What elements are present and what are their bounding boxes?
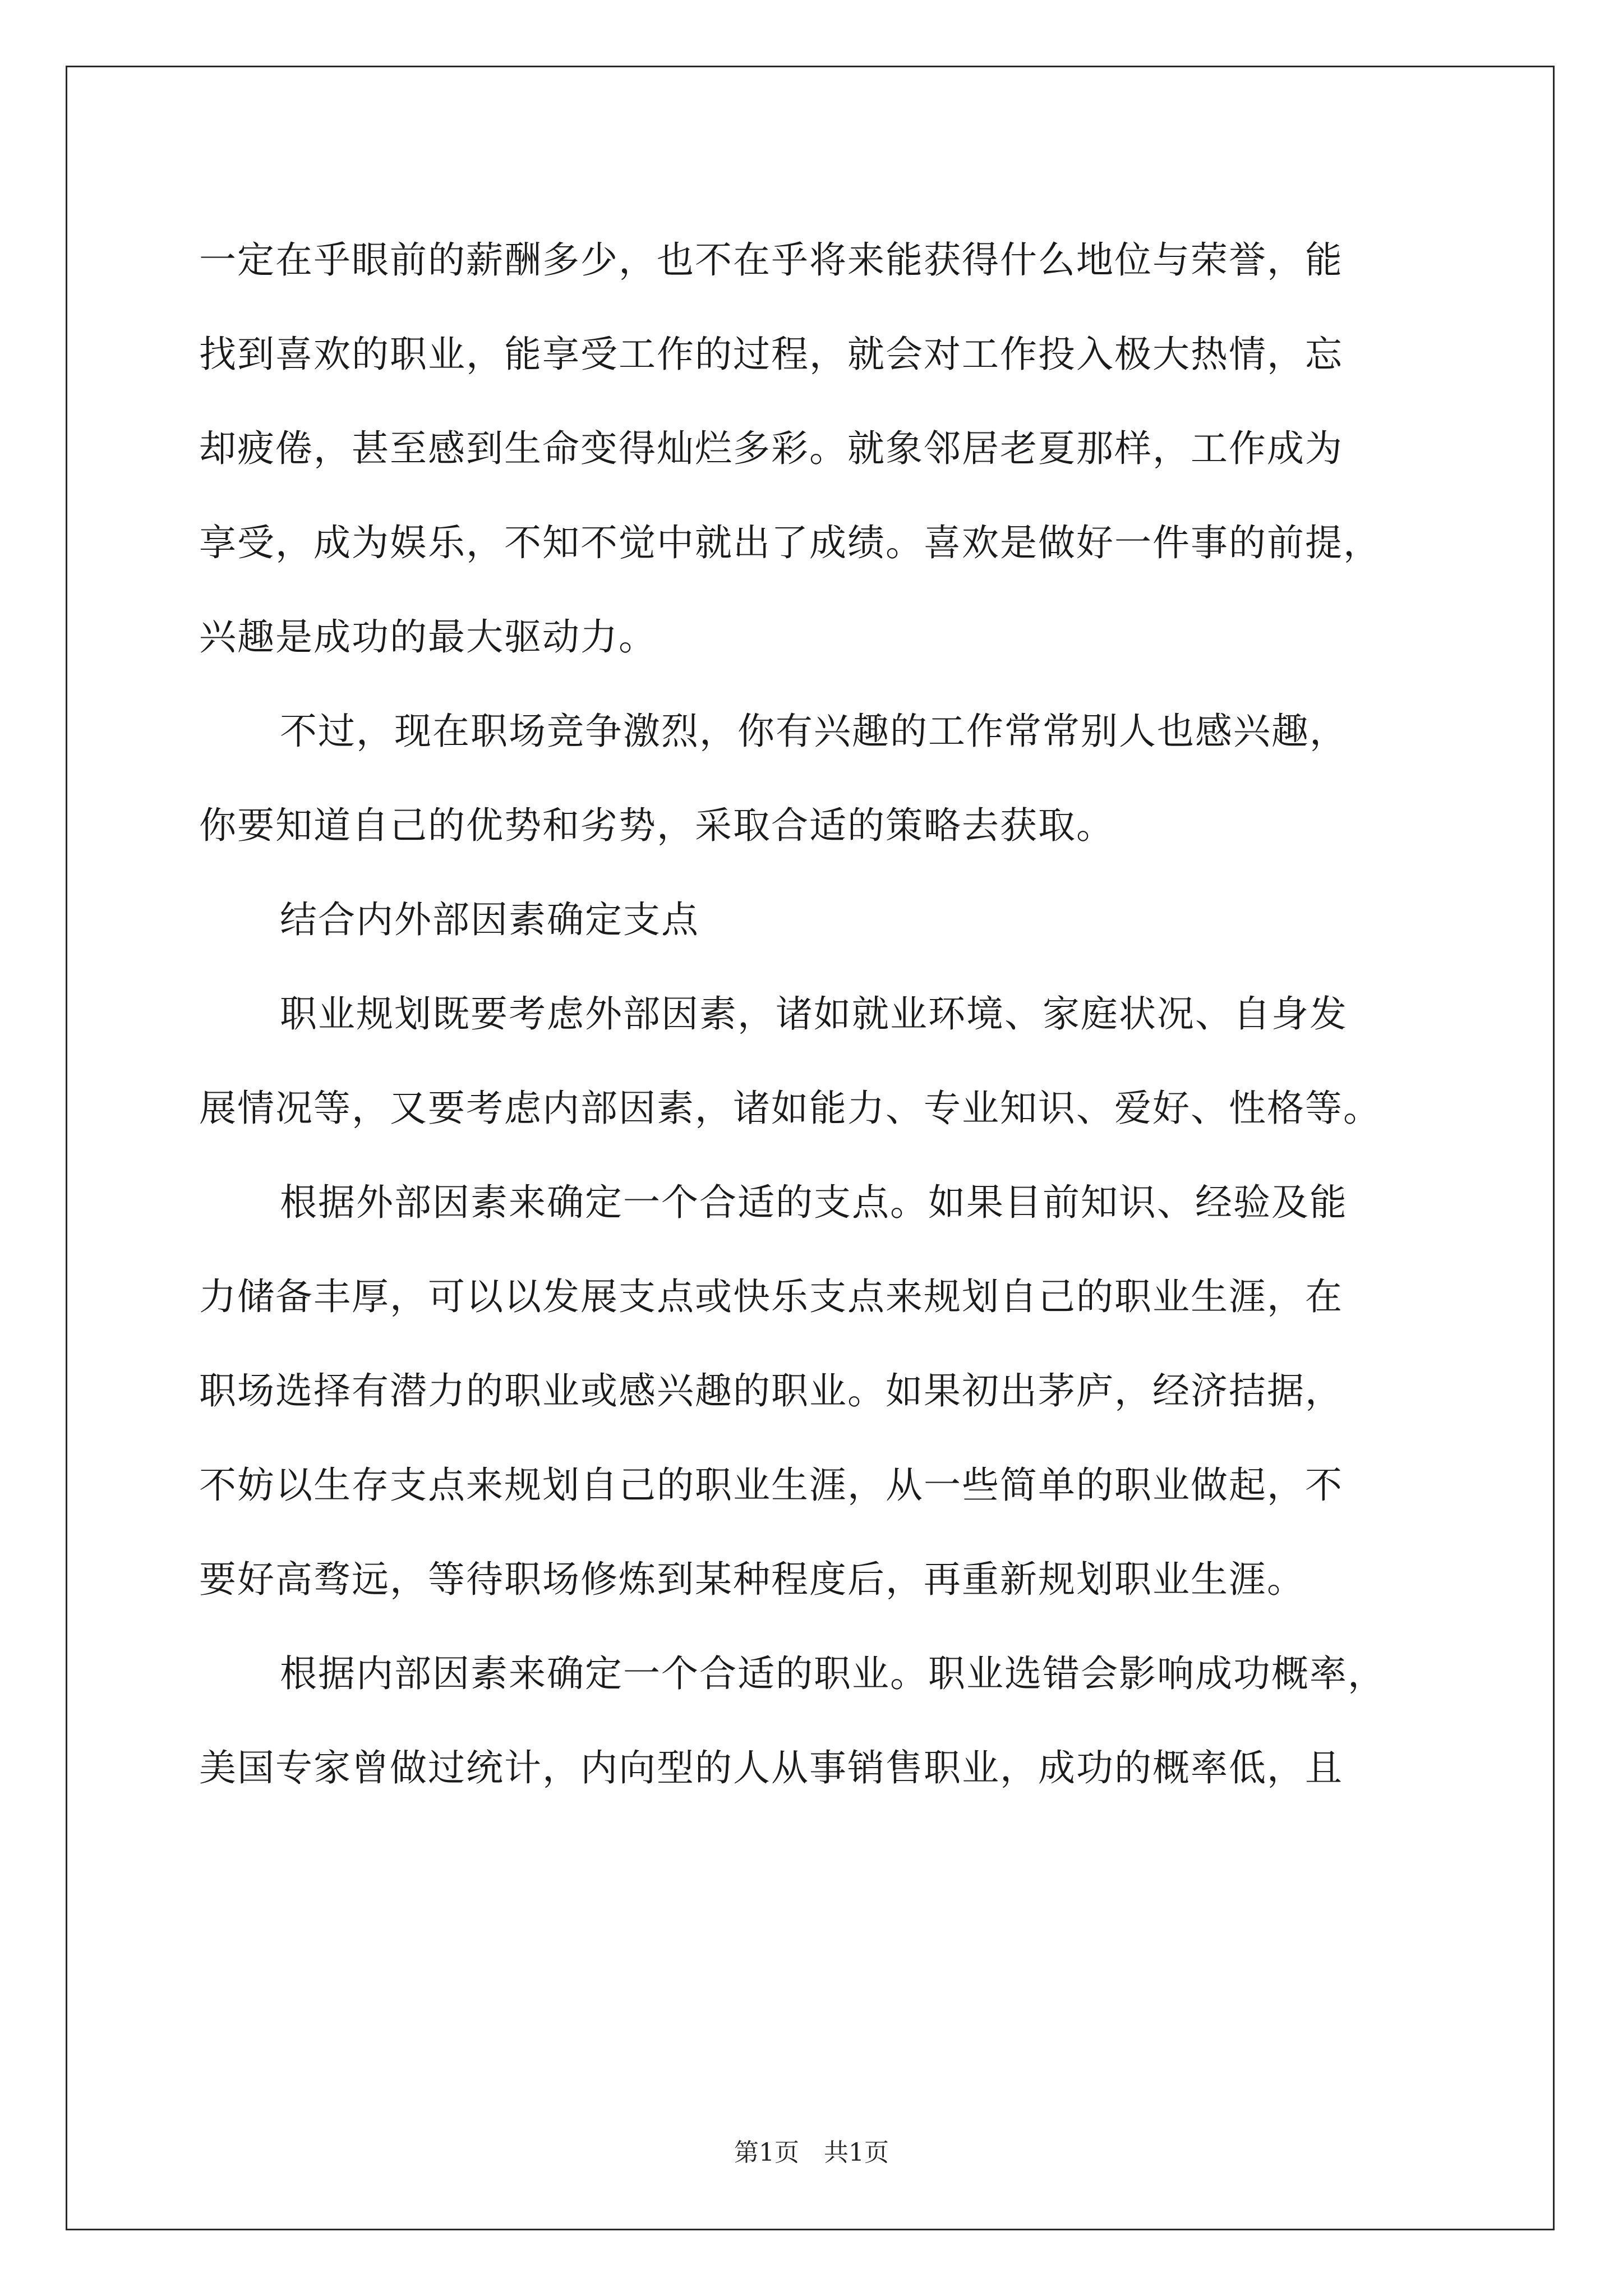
document-body [199,213,1433,1815]
page-number: 第1页 共1页 [734,2138,889,2167]
paragraph-start-line: 职业规划既要考虑外部因素，诸如就业环境、家庭状况、自身发 [280,992,1348,1036]
text-line: 一定在乎眼前的薪酬多少，也不在乎将来能获得什么地位与荣誉，能 [199,238,1343,282]
text-line: 找到喜欢的职业，能享受工作的过程，就会对工作投入极大热情，忘 [199,333,1343,376]
text-line: 却疲倦，甚至感到生命变得灿烂多彩。就象邻居老夏那样，工作成为 [199,427,1343,470]
text-line: 职场选择有潜力的职业或感兴趣的职业。如果初出茅庐，经济拮据， [199,1369,1343,1412]
text-line: 展情况等，又要考虑内部因素，诸如能力、专业知识、爱好、性格等。 [199,1087,1381,1130]
text-line: 你要知道自己的优势和劣势，采取合适的策略去获取。 [199,804,1114,847]
text-line: 享受，成为娱乐，不知不觉中就出了成绩。喜欢是做好一件事的前提， [199,521,1381,564]
text-line: 力储备丰厚，可以以发展支点或快乐支点来规划自己的职业生涯，在 [199,1275,1343,1318]
paragraph-start-line: 根据内部因素来确定一个合适的职业。职业选错会影响成功概率， [280,1652,1386,1695]
text-line: 美国专家曾做过统计，内向型的人从事销售职业，成功的概率低，且 [199,1746,1343,1789]
section-heading: 结合内外部因素确定支点 [280,898,699,941]
paragraph-start-line: 根据外部因素来确定一个合适的支点。如果目前知识、经验及能 [280,1181,1348,1224]
text-line: 要好高骛远，等待职场修炼到某种程度后，再重新规划职业生涯。 [199,1558,1305,1601]
text-line: 兴趣是成功的最大驱动力。 [199,615,657,659]
paragraph-start-line: 不过，现在职场竞争激烈，你有兴趣的工作常常别人也感兴趣， [280,710,1348,753]
text-line: 不妨以生存支点来规划自己的职业生涯，从一些简单的职业做起，不 [199,1464,1343,1507]
